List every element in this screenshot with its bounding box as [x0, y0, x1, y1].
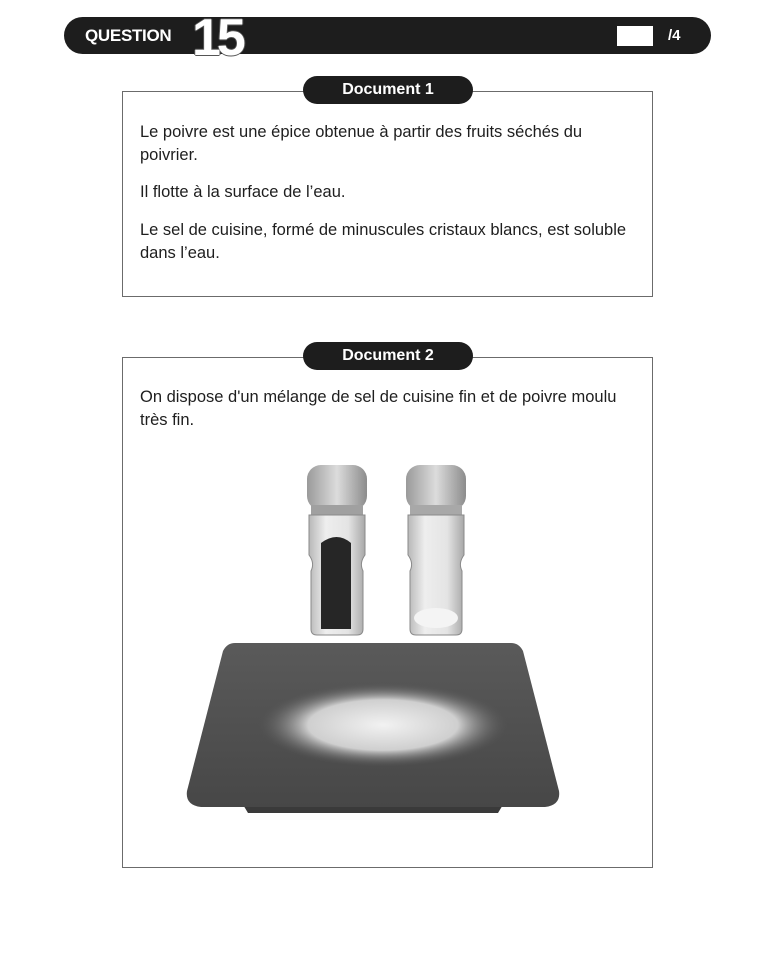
salt-jar-icon — [406, 465, 466, 635]
pepper-jar-icon — [307, 465, 367, 635]
plate-icon — [187, 643, 559, 813]
question-number: 15 — [192, 9, 242, 67]
question-label: QUESTION — [85, 26, 172, 45]
question-header-bar — [64, 9, 711, 67]
document-1-box — [122, 81, 653, 297]
document-2-paragraph-1: On dispose d'un mélange de sel de cuisine fin et de poivre moulu très fin. — [140, 388, 617, 429]
document-1-paragraph-3: Le sel de cuisine, formé de minuscules cristaux blancs, est soluble dans l’eau. — [140, 221, 627, 262]
score-total: /4 — [668, 27, 681, 44]
document-1-paragraph-2: Il flotte à la surface de l’eau. — [140, 183, 346, 201]
document-2-title: Document 2 — [303, 342, 473, 370]
document-2-box — [122, 347, 653, 868]
document-1-paragraph-1: Le poivre est une épice obtenue à partir des fruits séchés du poivrier. — [140, 123, 583, 164]
document-1-title: Document 1 — [303, 76, 473, 104]
salt-pepper-photo — [173, 453, 593, 833]
score-input-box[interactable] — [617, 26, 653, 46]
